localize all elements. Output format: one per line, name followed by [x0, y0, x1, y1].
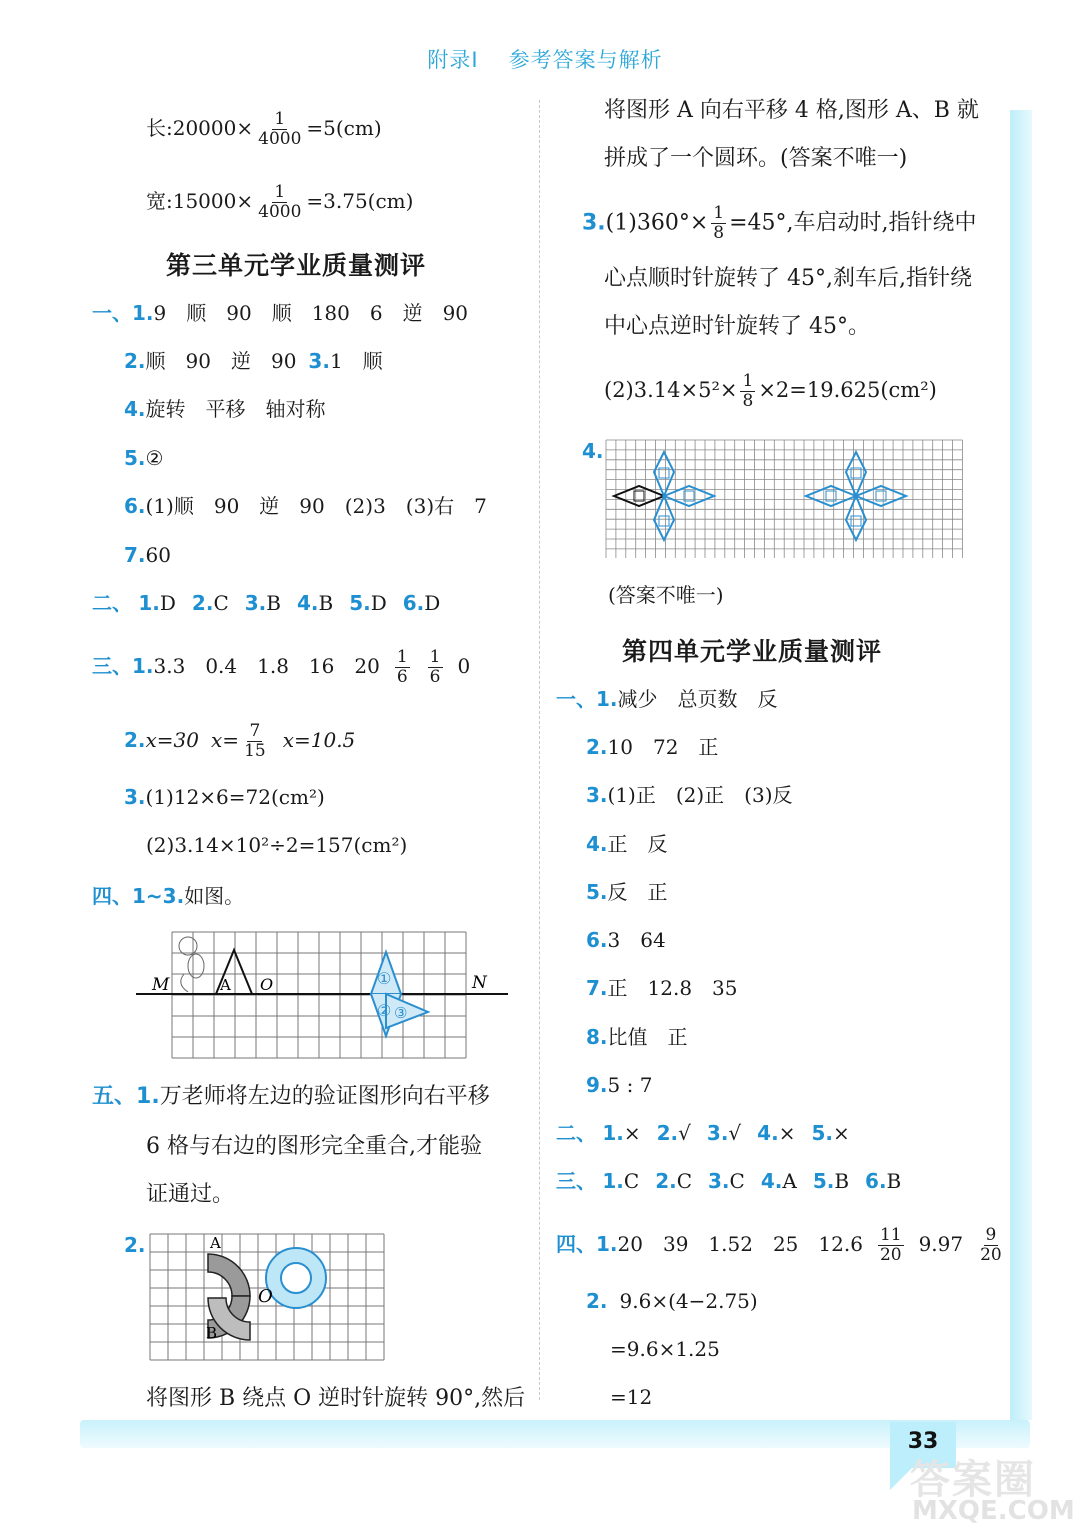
answer-num: 5. — [349, 591, 371, 615]
p2-answers: 二、 1.× 2.√ 3.√ 4.× 5.× — [556, 1121, 850, 1145]
answer-num: 1. — [602, 1169, 624, 1193]
p4-q2-a: 2. 9.6×(4−2.75) — [586, 1289, 758, 1313]
s5-q1-line3: 证通过。 — [146, 1182, 235, 1207]
answer-value: C — [729, 1169, 745, 1193]
answer-value: C — [676, 1169, 693, 1193]
q4: 4.正 反 — [586, 832, 668, 856]
q8: 8.比值 正 — [586, 1025, 688, 1049]
s5-q2-num: 2. — [124, 1233, 146, 1257]
answer-num: 6. — [402, 591, 425, 615]
answer-value: B — [318, 591, 334, 615]
watermark-logo: 答案圈 — [910, 1457, 1036, 1503]
answer-value: C — [623, 1169, 640, 1193]
unit3-title: 第三单元学业质量测评 — [166, 251, 427, 280]
answer-num: 2. — [191, 591, 214, 615]
watermark-url: MXQE.COM — [912, 1496, 1075, 1526]
s3-q3-2: (2)3.14×10²÷2=157(cm²) — [146, 833, 408, 857]
answer-value: C — [213, 591, 229, 615]
left-pattern — [614, 452, 714, 540]
answer-value: B — [266, 591, 281, 615]
right-decor-band — [1010, 110, 1032, 1420]
s1-q2-q3: 2.顺 90 逆 90 3.1 顺 — [124, 349, 383, 373]
answer-value: × — [832, 1121, 850, 1145]
figure-rotation-grid — [604, 438, 964, 558]
answer-num: 1. — [602, 1121, 624, 1145]
ring-label-a: A — [210, 1234, 221, 1252]
label-o: O — [260, 975, 274, 994]
q3: 3.(1)正 (2)正 (3)反 — [586, 783, 793, 807]
p3-answers: 三、 1.C 2.C 3.C 4.A 5.B 6.B — [556, 1169, 902, 1193]
answer-num: 3. — [244, 591, 267, 615]
label-c3: ③ — [394, 1004, 408, 1022]
q1: 一、1.减少 总页数 反 — [556, 687, 778, 711]
figure-ring-grid — [148, 1232, 386, 1362]
s5-q2-text: 将图形 B 绕点 O 逆时针旋转 90°,然后 — [146, 1386, 526, 1411]
answer-num: 3. — [708, 1169, 730, 1193]
answer-value: D — [370, 591, 387, 615]
answer-value: × — [778, 1121, 796, 1145]
header-title: 参考答案与解析 — [508, 48, 663, 72]
s1-q5: 5.② — [124, 446, 164, 470]
answer-value: A — [782, 1169, 797, 1193]
label-a: A — [220, 976, 231, 994]
ring-label-b: B — [206, 1324, 218, 1342]
answer-num: 6. — [865, 1169, 887, 1193]
answer-value: √ — [678, 1121, 691, 1145]
answer-num: 1. — [138, 591, 160, 615]
left-line-width: 宽:15000× $\frac{1}{4000}$ =3.75(cm) — [146, 182, 414, 222]
header-appendix: 附录Ⅰ — [427, 48, 479, 72]
answer-num: 2. — [655, 1169, 677, 1193]
unit4-title: 第四单元学业质量测评 — [622, 637, 883, 666]
label-n: N — [472, 973, 487, 993]
q7: 7.正 12.8 35 — [586, 976, 738, 1000]
answer-num: 4. — [296, 591, 319, 615]
right-pattern — [806, 452, 906, 540]
s4-q1: 四、1~3.如图。 — [92, 884, 245, 908]
q5: 5.反 正 — [586, 880, 668, 904]
bottom-decor-band — [80, 1420, 1030, 1448]
q2: 2.10 72 正 — [586, 735, 719, 759]
answer-num: 5. — [812, 1169, 835, 1193]
r-q3-4: (2)3.14×5²× $\frac{1}{8}$ ×2=19.625(cm²) — [604, 371, 937, 411]
answer-num: 3. — [706, 1121, 729, 1145]
s3-q3-1: 3.(1)12×6=72(cm²) — [124, 785, 325, 809]
s1-q4: 4.旋转 平移 轴对称 — [124, 397, 326, 421]
s1-q7: 7.60 — [124, 543, 171, 567]
r-line2: 拼成了一个圆环。(答案不唯一) — [604, 146, 908, 171]
p4-q1: 四、1.20 39 1.52 25 12.6 $\frac{11}{20}$ 9.97 $\frac{9}{20}$ — [556, 1225, 1002, 1265]
page-header — [0, 44, 1090, 74]
answer-value: √ — [728, 1121, 742, 1145]
answer-num: 2. — [656, 1121, 679, 1145]
label-c1: ① — [377, 969, 392, 988]
column-divider — [539, 100, 540, 1400]
s2-answers: 二、 1.D 2.C 3.B 4.B 5.D 6.D — [92, 591, 441, 615]
s3-q2: 2.x=30 x= $\frac{7}{15}$ x=10.5 — [124, 721, 356, 761]
answer-num: 5. — [811, 1121, 833, 1145]
answer-value: D — [159, 591, 176, 615]
r-note: (答案不唯一) — [608, 583, 724, 607]
r-line1: 将图形 A 向右平移 4 格,图形 A、B 就 — [604, 98, 979, 123]
answer-value: × — [623, 1121, 641, 1145]
answer-value: B — [834, 1169, 850, 1193]
p4-q2-b: =9.6×1.25 — [610, 1337, 720, 1361]
answer-value: B — [886, 1169, 902, 1193]
r-q3-3: 中心点逆时针旋转了 45°。 — [604, 314, 870, 339]
label-c2: ② — [377, 1001, 392, 1020]
answer-num: 4. — [760, 1169, 783, 1193]
p4-q2-c: =12 — [610, 1385, 653, 1409]
answer-value: D — [424, 591, 441, 615]
q9: 9.5 : 7 — [586, 1073, 653, 1097]
label-m: M — [152, 975, 170, 995]
answer-num: 4. — [757, 1121, 779, 1145]
s1-q6: 6.(1)顺 90 逆 90 (2)3 (3)右 7 — [124, 494, 487, 518]
page-number: 33 — [890, 1422, 956, 1468]
figure-translation-grid — [136, 928, 516, 1062]
r-q3-1: 3.(1)360°× $\frac{1}{8}$ =45°,车启动时,指针绕中 — [582, 203, 977, 243]
ring-label-o: O — [258, 1286, 273, 1307]
left-line-length: 长:20000× $\frac{1}{4000}$ =5(cm) — [146, 109, 382, 149]
monkey-icon — [179, 937, 204, 992]
r-q3-2: 心点顺时针旋转了 45°,刹车后,指针绕 — [604, 266, 972, 291]
s1-q1: 一、1.9 顺 90 顺 180 6 逆 90 — [92, 301, 469, 325]
s5-q1-line1: 五、1.万老师将左边的验证图形向右平移 — [92, 1084, 490, 1109]
s5-q1-line2: 6 格与右边的图形完全重合,才能验 — [146, 1134, 482, 1159]
q6: 6.3 64 — [586, 928, 666, 952]
r-q4-num: 4. — [582, 439, 604, 463]
s3-q1: 三、1.3.3 0.4 1.8 16 20 $\frac{1}{6}$ $\frac{1}{6}$ 0 — [92, 647, 471, 687]
